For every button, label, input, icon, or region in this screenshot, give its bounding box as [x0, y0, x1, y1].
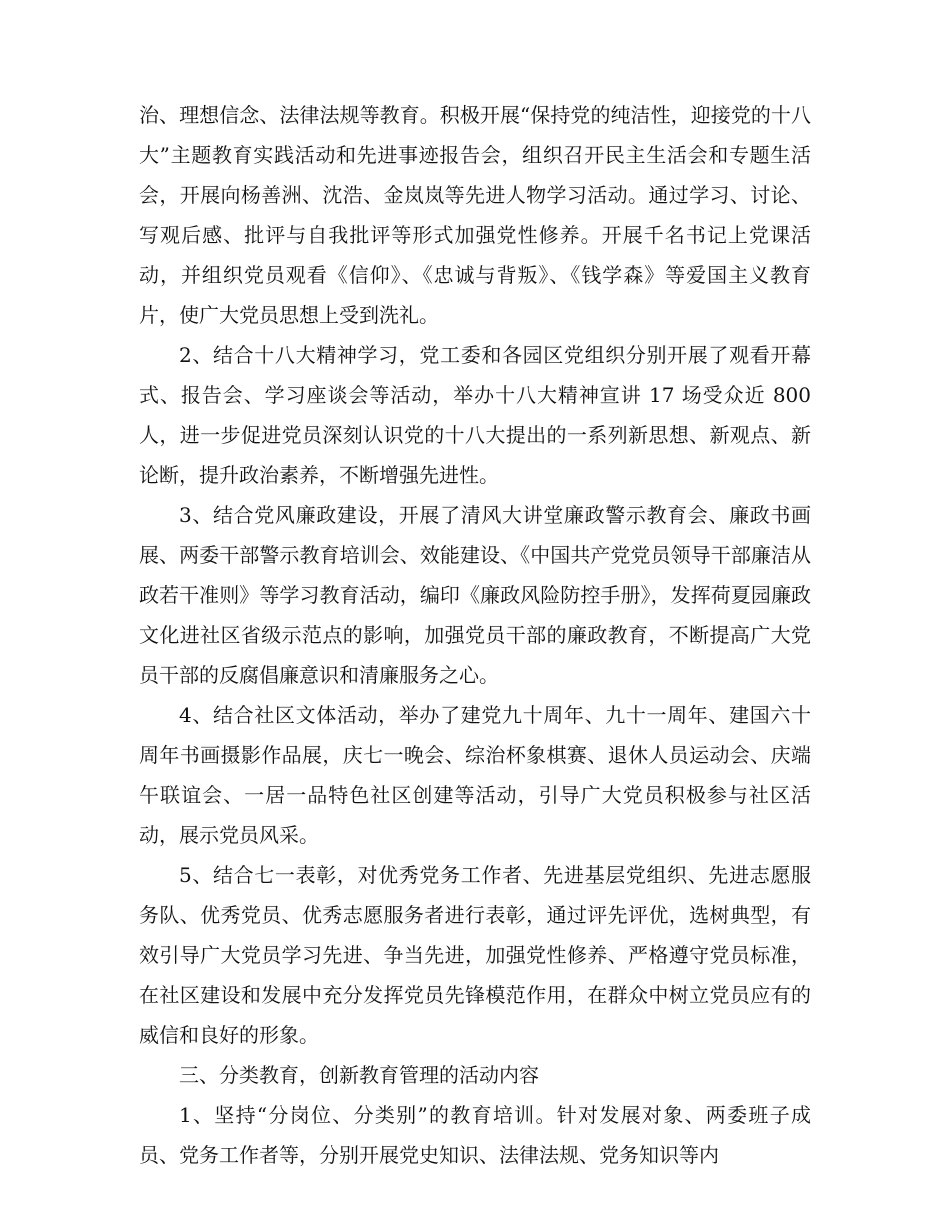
paragraph-item-3: 3、结合党风廉政建设，开展了清风大讲堂廉政警示教育会、廉政书画展、两委干部警示教育培训会、效能建设、《中国共产党党员领导干部廉洁从政若干准则》等学习教育活动，编印《廉政风险防控手册》，发挥荷夏园廉政文化进社区省级示范点的影响，加强党员干部的廉政教育，不断提高广大党员干部的反腐倡廉意识和清廉服务之心。 [139, 503, 811, 687]
paragraph-item-2: 2、结合十八大精神学习，党工委和各园区党组织分别开展了观看开幕式、报告会、学习座谈会等活动，举办十八大精神宣讲 17 场受众近 800 人，进一步促进党员深刻认识党的十八大提出的一系列新思想、新观点、新论断，提升政治素养，不断增强先进性。 [139, 343, 818, 487]
paragraph-continuation: 治、理想信念、法律法规等教育。积极开展“保持党的纯洁性，迎接党的十八大”主题教育实践活动和先进事迹报告会，组织召开民主生活会和专题生活会，开展向杨善洲、沈浩、金岚岚等先进人物学习活动。通过学习、讨论、写观后感、批评与自我批评等形式加强党性修养。开展千名书记上党课活动，并组织党员观看《信仰》、《忠诚与背叛》、《钱学森》等爱国主义教育片，使广大党员思想上受到洗礼。 [139, 103, 811, 327]
section-heading-3: 三、分类教育，创新教育管理的活动内容 [179, 1063, 539, 1087]
paragraph-item-5: 5、结合七一表彰，对优秀党务工作者、先进基层党组织、先进志愿服务队、优秀党员、优秀志愿服务者进行表彰，通过评先评优，选树典型，有效引导广大党员学习先进、争当先进，加强党性修养、严格遵守党员标准，在社区建设和发展中充分发挥党员先锋模范作用，在群众中树立党员应有的威信和良好的形象。 [139, 863, 811, 1047]
document-page [139, 95, 818, 1175]
paragraph-item-4: 4、结合社区文体活动，举办了建党九十周年、九十一周年、建国六十周年书画摄影作品展，庆七一晚会、综治杯象棋赛、退休人员运动会、庆端午联谊会、一居一品特色社区创建等活动，引导广大党员积极参与社区活动，展示党员风采。 [139, 703, 811, 847]
paragraph-item-1: 1、坚持“分岗位、分类别”的教育培训。针对发展对象、两委班子成员、党务工作者等，分别开展党史知识、法律法规、党务知识等内 [139, 1103, 811, 1167]
